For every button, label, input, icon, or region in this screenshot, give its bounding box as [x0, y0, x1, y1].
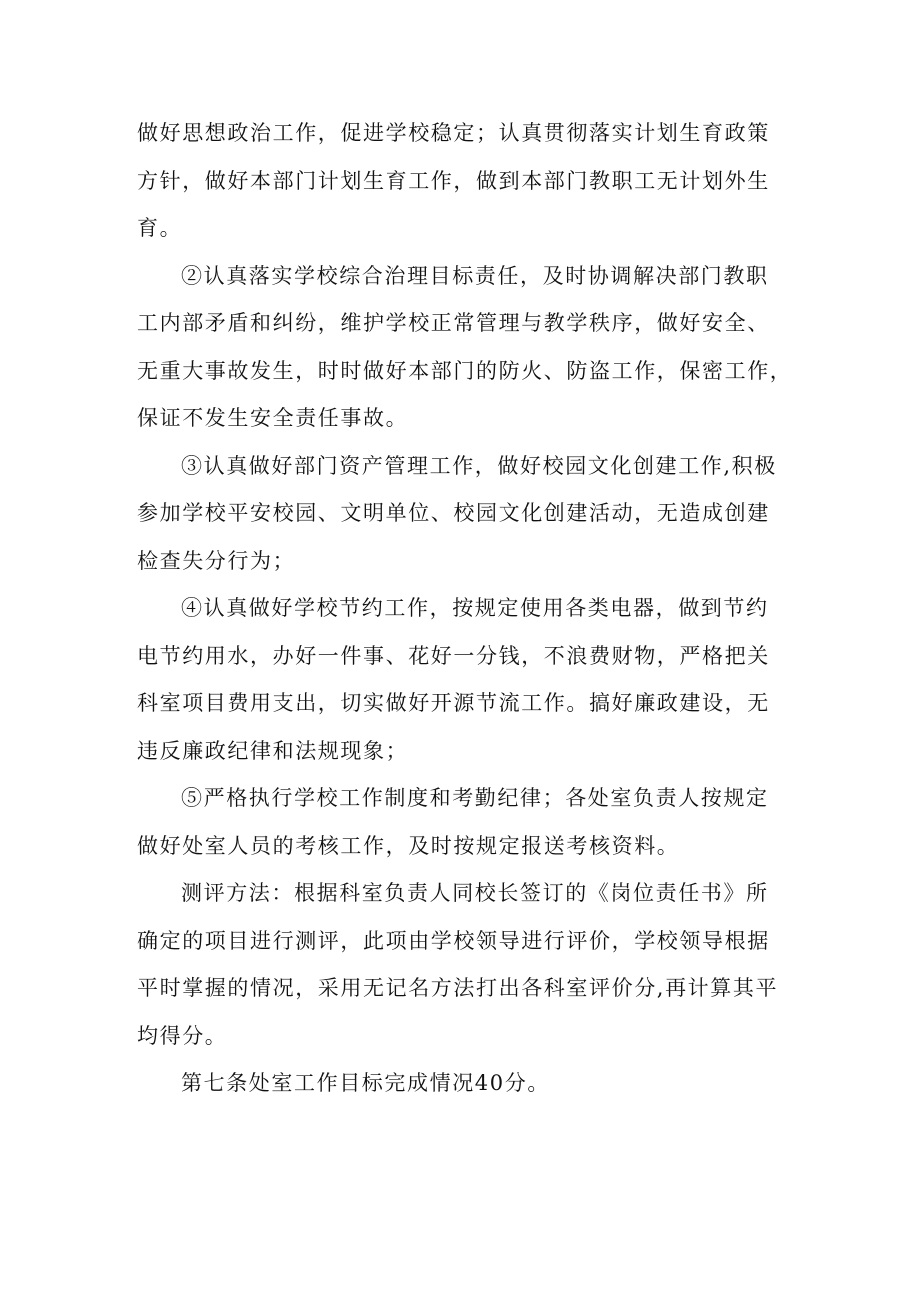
- text-line: ⑤严格执行学校工作制度和考勤纪律；各处室负责人按规定: [181, 786, 769, 810]
- text-line: 做好思想政治工作，促进学校稳定；认真贯彻落实计划生育政策: [137, 121, 770, 145]
- document-body: [137, 110, 797, 1108]
- text-line: 违反廉政纪律和法规现象；: [137, 738, 409, 763]
- text-line: 工内部矛盾和纠纷，维护学校正常管理与教学秩序，做好安全、: [137, 311, 770, 335]
- text-line: 测评方法：根据科室负责人同校长签订的《岗位责任书》所: [181, 881, 769, 905]
- text-line: 电节约用水，办好一件事、花好一分钱，不浪费财物，严格把关: [137, 643, 770, 668]
- text-line: 做好处室人员的考核工作，及时按规定报送考核资料。: [137, 833, 680, 858]
- text-line: 参加学校平安校园、文明单位、校园文化创建活动，无造成创建: [137, 501, 770, 525]
- text-line: 检查失分行为；: [137, 548, 296, 573]
- text-line: ②认真落实学校综合治理目标责任，及时协调解决部门教职: [181, 263, 769, 288]
- text-line: 育。: [137, 216, 183, 240]
- text-line: ③认真做好部门资产管理工作，做好校园文化创建工作,积极: [181, 453, 777, 478]
- text-line: 确定的项目进行测评，此项由学校领导进行评价，学校领导根据: [137, 928, 770, 953]
- text-line: 无重大事故发生，时时做好本部门的防火、防盗工作，保密工作，: [137, 358, 793, 383]
- article-heading: 第七条处室工作目标完成情况40分。: [181, 1071, 550, 1095]
- text-line: 均得分。: [137, 1023, 228, 1048]
- text-line: 科室项目费用支出，切实做好开源节流工作。搞好廉政建设，无: [137, 691, 770, 715]
- text-line: ④认真做好学校节约工作，按规定使用各类电器，做到节约: [181, 596, 769, 620]
- text-line: 平时掌握的情况，采用无记名方法打出各科室评价分,再计算其平: [137, 976, 779, 1000]
- text-line: 保证不发生安全责任事故。: [137, 406, 409, 430]
- text-line: 方针，做好本部门计划生育工作，做到本部门教职工无计划外生: [137, 168, 770, 193]
